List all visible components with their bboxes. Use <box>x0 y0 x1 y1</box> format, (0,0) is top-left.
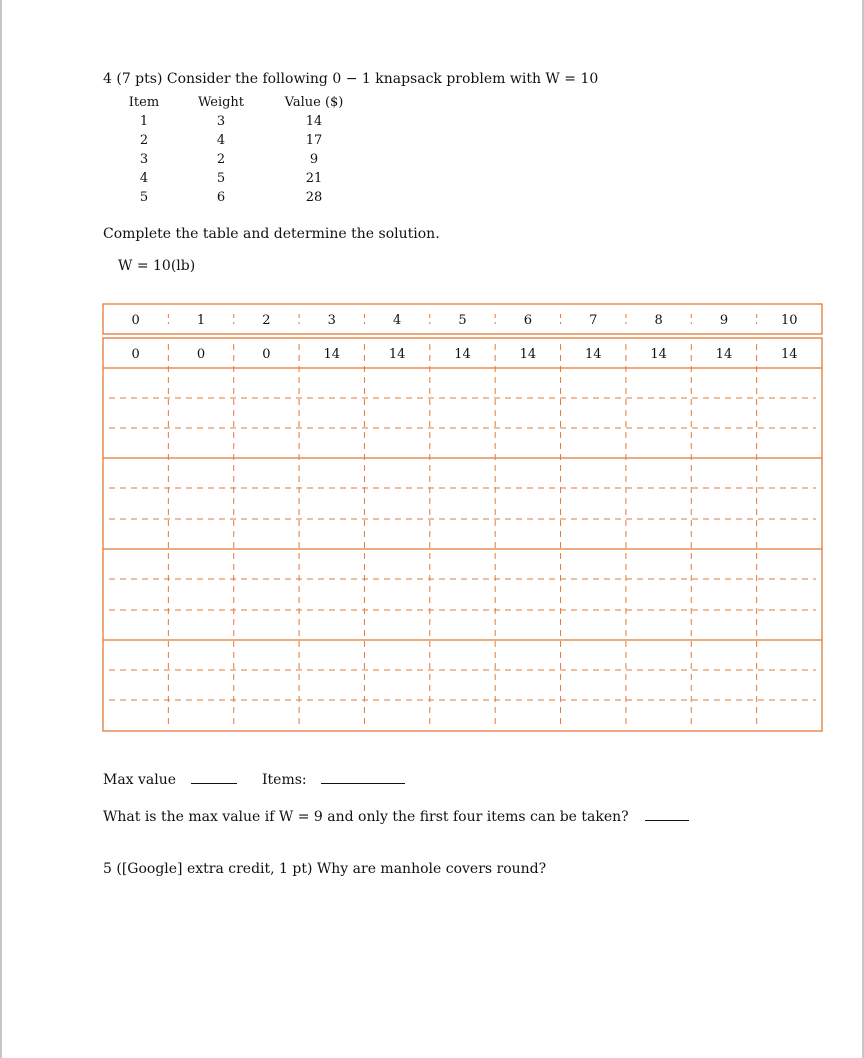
dp-first-row-cell: 14 <box>388 347 406 362</box>
capacity-header-cell: 1 <box>196 313 206 328</box>
capacity-label: W = 10(lb) <box>118 258 196 274</box>
items-answer-blank[interactable] <box>321 782 405 784</box>
capacity-header-cell: 7 <box>589 313 598 328</box>
header-value: Value ($) <box>284 95 344 110</box>
capacity-header-cell: 4 <box>392 313 402 328</box>
item-number: 5 <box>139 190 149 205</box>
item-number: 4 <box>139 171 149 186</box>
header-item: Item <box>128 95 160 110</box>
dp-first-row-cell: 0 <box>262 347 271 362</box>
item-weight: 5 <box>216 171 226 186</box>
item-number: 2 <box>139 133 149 148</box>
dp-first-row-cell: 14 <box>650 347 667 362</box>
capacity-header-cell: 5 <box>458 313 467 328</box>
dp-first-row-cell: 14 <box>781 347 798 362</box>
item-value: 21 <box>305 171 323 186</box>
followup-question <box>103 809 689 825</box>
item-weight: 6 <box>216 190 226 205</box>
dp-body-box <box>103 338 822 731</box>
followup-answer-blank[interactable] <box>645 819 689 821</box>
item-weight: 2 <box>216 152 226 167</box>
item-value: 14 <box>305 114 323 129</box>
capacity-header-cell: 9 <box>719 313 729 328</box>
extra-credit-question: 5 ([Google] extra credit, 1 pt) Why are manhole covers round? <box>103 861 547 877</box>
capacity-header-cell: 10 <box>781 313 798 328</box>
dp-first-row-cell: 14 <box>519 347 537 362</box>
item-number: 3 <box>139 152 149 167</box>
dp-first-row-cell: 0 <box>196 347 206 362</box>
items-answer <box>262 772 405 788</box>
dp-first-row-cell: 14 <box>715 347 733 362</box>
dp-first-row-cell: 14 <box>323 347 341 362</box>
problem-heading: 4 (7 pts) Consider the following 0 − 1 knapsack problem with W = 10 <box>103 71 599 87</box>
item-value: 9 <box>309 152 319 167</box>
dp-first-row-cell: 14 <box>584 347 602 362</box>
item-value: 28 <box>305 190 323 205</box>
followup-question-text: What is the max value if W = 9 and only the first four items can be taken? <box>103 809 629 825</box>
max-value-text: Max value <box>103 772 177 788</box>
capacity-header-cell: 8 <box>654 313 663 328</box>
header-weight: Weight <box>197 95 245 110</box>
dp-first-row-cell: 0 <box>131 347 140 362</box>
item-weight: 4 <box>216 133 226 148</box>
item-number: 1 <box>139 114 149 129</box>
capacity-header-cell: 0 <box>131 313 140 328</box>
item-weight: 3 <box>216 114 226 129</box>
max-value-blank[interactable] <box>191 782 237 784</box>
capacity-header-cell: 6 <box>523 313 533 328</box>
instruction-text: Complete the table and determine the solution. <box>103 226 440 242</box>
capacity-header-cell: 3 <box>327 313 336 328</box>
capacity-header-cell: 2 <box>262 313 271 328</box>
items-answer-label: Items: <box>262 772 307 788</box>
max-value-label <box>103 772 237 788</box>
dp-first-row-cell: 14 <box>454 347 471 362</box>
item-value: 17 <box>305 133 323 148</box>
